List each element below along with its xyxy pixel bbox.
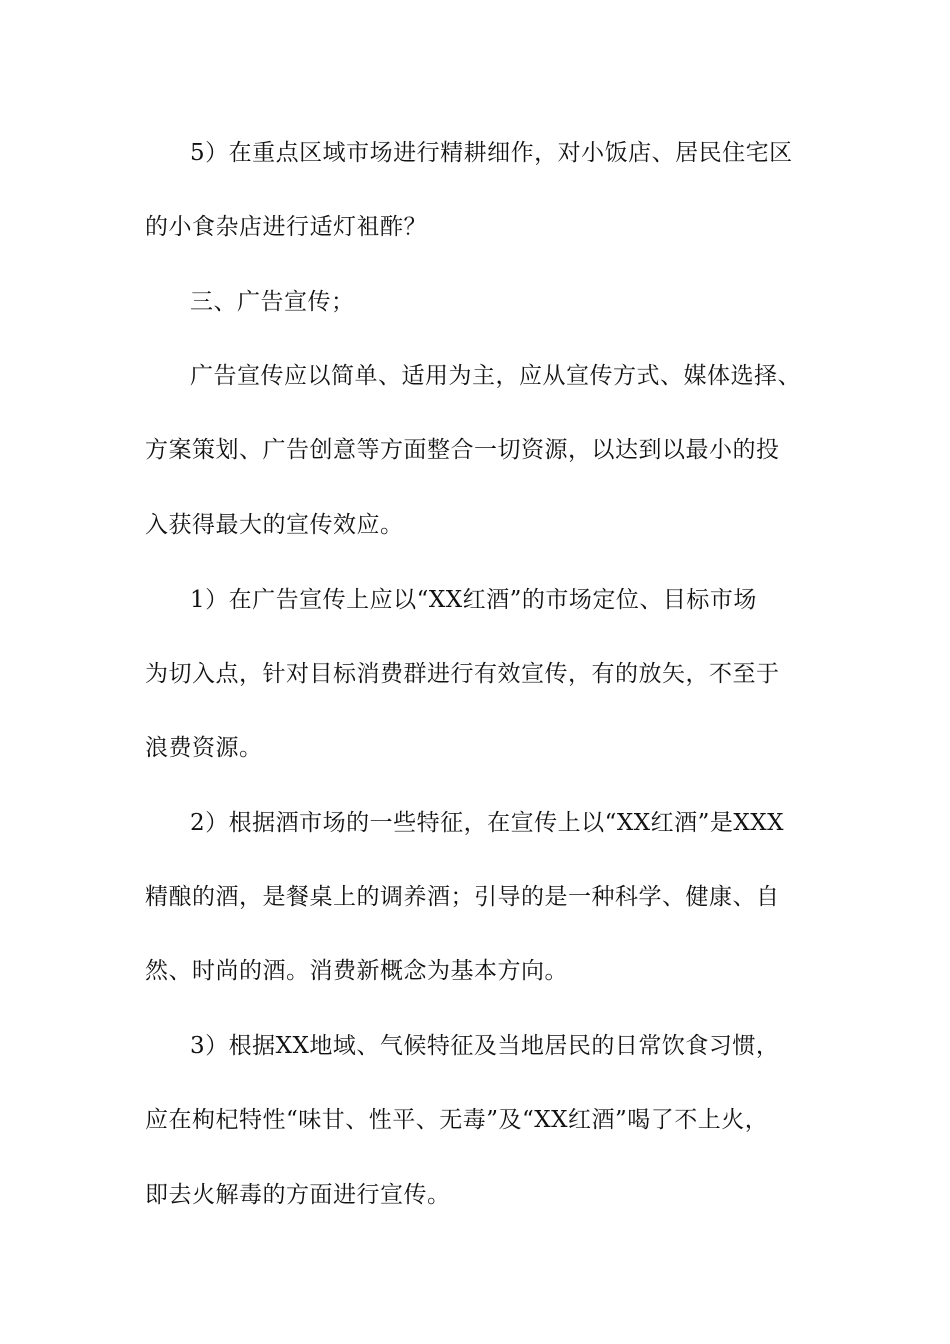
intro-paragraph-line-3: 入获得最大的宣传效应。	[145, 512, 404, 538]
item-1-line-2: 为切入点，针对目标消费群进行有效宣传，有的放矢，不至于	[145, 661, 780, 687]
intro-paragraph-line-2: 方案策划、广告创意等方面整合一切资源，以达到以最小的投	[145, 437, 780, 463]
paragraph-5-line-2: 的小食杂店进行适灯袓酢？	[145, 214, 427, 240]
item-3-line-3: 即去火解毒的方面进行宣传。	[145, 1182, 451, 1208]
item-2-line-2: 精酿的酒，是餐桌上的调养酒；引导的是一种科学、健康、自	[145, 884, 780, 910]
item-2-line-1: 2）根据酒市场的一些特征，在宣传上以“XX红酒”是XXX	[190, 810, 785, 836]
item-2-line-3: 然、时尚的酒。消费新概念为基本方向。	[145, 958, 568, 984]
item-3-line-2: 应在枸杞特性“味甘、性平、无毒”及“XX红酒”喝了不上火，	[145, 1107, 769, 1133]
item-1-line-3: 浪费资源。	[145, 735, 263, 761]
item-1-line-1: 1）在广告宣传上应以“XX红酒”的市场定位、目标市场	[190, 587, 757, 613]
intro-paragraph-line-1: 广告宣传应以简单、适用为主，应从宣传方式、媒体选择、	[190, 363, 801, 389]
paragraph-5-line-1: 5）在重点区域市场进行精耕细作，对小饭店、居民住宅区	[190, 140, 793, 166]
item-3-line-1: 3）根据XX地域、气候特征及当地居民的日常饮食习惯，	[190, 1033, 780, 1059]
section-heading-advertising: 三、广告宣传；	[190, 289, 355, 315]
